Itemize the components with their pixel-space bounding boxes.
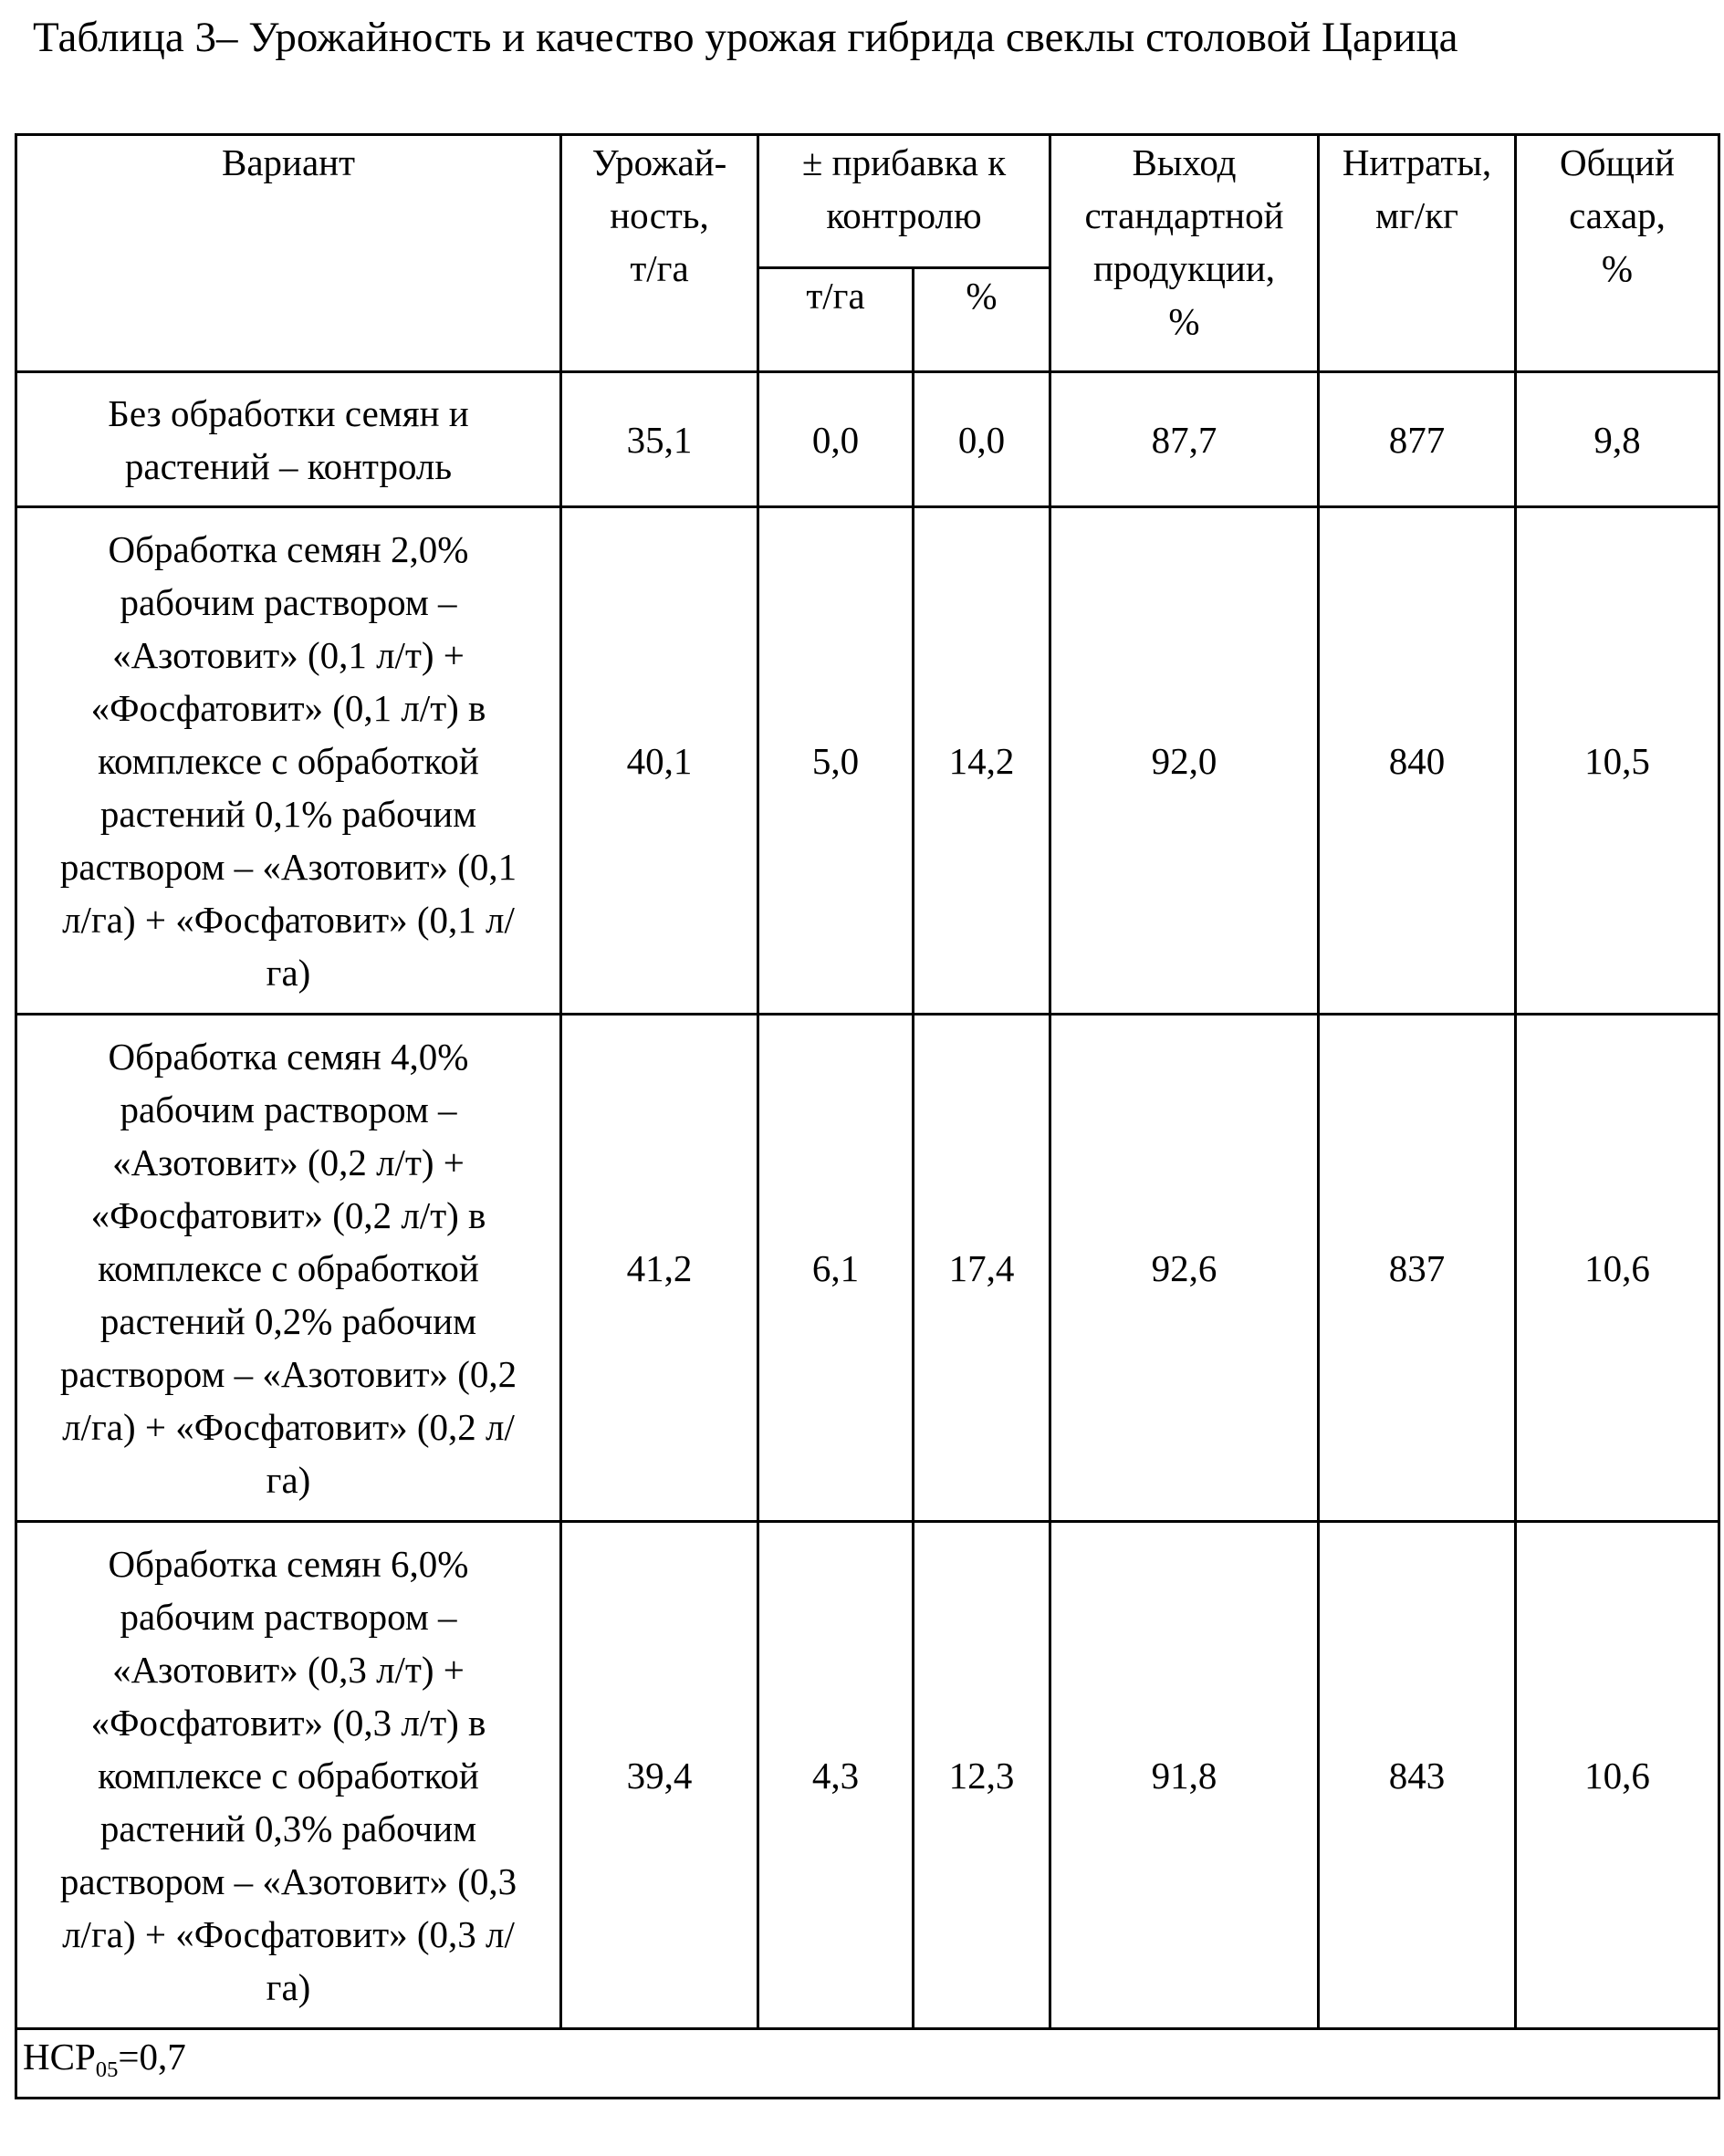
cell-variant <box>16 1522 561 2029</box>
cell-yield: 35,1 <box>561 372 758 507</box>
header-yield-line1: Урожай- <box>591 141 727 183</box>
cell-sugar: 10,6 <box>1516 1522 1719 2029</box>
cell-nitrates: 843 <box>1319 1522 1516 2029</box>
footnote-subscript: 05 <box>95 2057 119 2082</box>
header-output-line3: продукции, <box>1092 247 1276 289</box>
table-row <box>16 1522 1719 2029</box>
header-increase-tha: т/га <box>758 268 914 372</box>
header-variant <box>16 135 561 372</box>
variant-text: Обработка семян 4,0% рабочим раствором – «Азотовит» (0,2 л/т) + «Фосфатовит» (0,2 л/т) в комплексе с обработкой растений 0,2% рабочим раствором – «Азотовит» (0,2 л/га) + «Фосфатовит» (0,2 л/га) <box>59 1035 517 1501</box>
cell-increase-pct: 0,0 <box>914 372 1050 507</box>
header-increase-pct: % <box>914 268 1050 372</box>
header-sugar-line2: сахар, <box>1569 194 1666 236</box>
footnote-row <box>16 2029 1719 2099</box>
header-output-line2: стандартной <box>1084 194 1284 236</box>
footnote-prefix: НСР <box>23 2036 96 2078</box>
cell-output: 87,7 <box>1050 372 1319 507</box>
cell-sugar: 9,8 <box>1516 372 1719 507</box>
header-yield-line3: т/га <box>630 247 689 289</box>
header-nitrates <box>1319 135 1516 372</box>
header-output <box>1050 135 1319 372</box>
table-row <box>16 372 1719 507</box>
header-increase <box>758 135 1050 268</box>
cell-sugar: 10,5 <box>1516 507 1719 1015</box>
header-variant-label: Вариант <box>221 141 356 183</box>
cell-variant <box>16 1015 561 1522</box>
cell-yield: 41,2 <box>561 1015 758 1522</box>
header-yield <box>561 135 758 372</box>
variant-text: Обработка семян 2,0% рабочим раствором – «Азотовит» (0,1 л/т) + «Фосфатовит» (0,1 л/т) в комплексе с обработкой растений 0,1% рабочим раствором – «Азотовит» (0,1 л/га) + «Фосфатовит» (0,1 л/га) <box>59 527 517 994</box>
cell-increase-tha: 6,1 <box>758 1015 914 1522</box>
header-row <box>16 135 1719 268</box>
cell-increase-pct: 14,2 <box>914 507 1050 1015</box>
table-caption: Таблица 3– Урожайность и качество урожая гибрида свеклы столовой Царица <box>33 14 1458 61</box>
header-sugar <box>1516 135 1719 372</box>
header-sugar-line3: % <box>1601 247 1634 289</box>
cell-nitrates: 877 <box>1319 372 1516 507</box>
cell-increase-pct: 12,3 <box>914 1522 1050 2029</box>
header-increase-line2: контролю <box>826 194 982 236</box>
cell-variant <box>16 372 561 507</box>
cell-output: 92,0 <box>1050 507 1319 1015</box>
cell-variant <box>16 507 561 1015</box>
cell-yield: 39,4 <box>561 1522 758 2029</box>
cell-increase-tha: 4,3 <box>758 1522 914 2029</box>
cell-nitrates: 840 <box>1319 507 1516 1015</box>
header-nitrates-line1: Нитраты, <box>1342 141 1492 183</box>
header-output-line4: % <box>1168 300 1200 342</box>
cell-increase-tha: 5,0 <box>758 507 914 1015</box>
cell-increase-tha: 0,0 <box>758 372 914 507</box>
cell-sugar: 10,6 <box>1516 1015 1719 1522</box>
cell-yield: 40,1 <box>561 507 758 1015</box>
variant-text: Обработка семян 6,0% рабочим раствором – «Азотовит» (0,3 л/т) + «Фосфатовит» (0,3 л/т) в комплексе с обработкой растений 0,3% рабочим раствором – «Азотовит» (0,3 л/га) + «Фосфатовит» (0,3 л/га) <box>59 1542 517 2008</box>
table-row <box>16 507 1719 1015</box>
table-row <box>16 1015 1719 1522</box>
cell-output: 91,8 <box>1050 1522 1319 2029</box>
cell-increase-pct: 17,4 <box>914 1015 1050 1522</box>
header-sugar-line1: Общий <box>1560 141 1675 183</box>
header-nitrates-line2: мг/кг <box>1375 194 1458 236</box>
cell-nitrates: 837 <box>1319 1015 1516 1522</box>
variant-text: Без обработки семян и растений – контроль <box>108 391 469 487</box>
header-yield-line2: ность, <box>610 194 709 236</box>
header-increase-line1: ± прибавка к <box>801 141 1007 183</box>
results-table <box>15 133 1720 2099</box>
footnote-value: =0,7 <box>118 2036 186 2078</box>
cell-output: 92,6 <box>1050 1015 1319 1522</box>
header-output-line1: Выход <box>1132 141 1237 183</box>
footnote-cell <box>16 2029 1719 2099</box>
